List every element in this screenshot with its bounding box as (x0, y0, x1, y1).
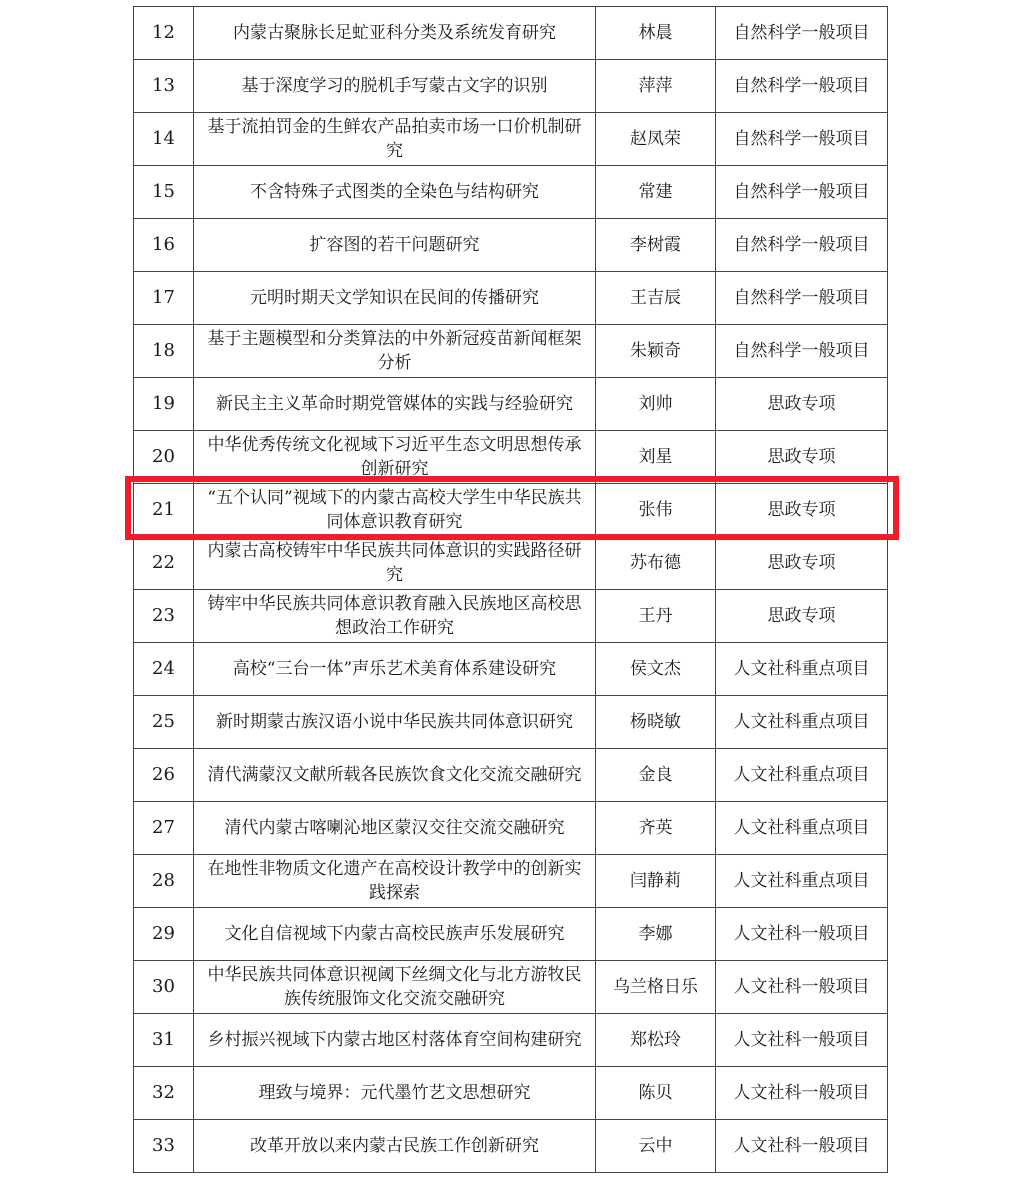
row-number: 24 (134, 643, 194, 696)
project-type: 人文社科重点项目 (716, 643, 888, 696)
project-title: 基于深度学习的脱机手写蒙古文字的识别 (194, 60, 596, 113)
table-row (134, 643, 888, 696)
project-type: 人文社科一般项目 (716, 1120, 888, 1173)
project-type: 自然科学一般项目 (716, 219, 888, 272)
row-number: 14 (134, 113, 194, 166)
applicant-name: 赵凤荣 (596, 113, 716, 166)
project-title: 清代满蒙汉文献所载各民族饮食文化交流交融研究 (194, 749, 596, 802)
applicant-name: 苏布德 (596, 537, 716, 590)
project-title: 铸牢中华民族共同体意识教育融入民族地区高校思想政治工作研究 (194, 590, 596, 643)
table-row (134, 7, 888, 60)
row-number: 31 (134, 1014, 194, 1067)
project-type: 思政专项 (716, 484, 888, 537)
project-title: 理致与境界：元代墨竹艺文思想研究 (194, 1067, 596, 1120)
applicant-name: 朱颖奇 (596, 325, 716, 378)
table-row (134, 1120, 888, 1173)
project-type: 自然科学一般项目 (716, 113, 888, 166)
project-title: 内蒙古高校铸牢中华民族共同体意识的实践路径研究 (194, 537, 596, 590)
table-row (134, 855, 888, 908)
project-table-body (134, 7, 888, 1173)
table-row (134, 1067, 888, 1120)
applicant-name: 林晨 (596, 7, 716, 60)
table-row (134, 484, 888, 537)
applicant-name: 刘星 (596, 431, 716, 484)
applicant-name: 云中 (596, 1120, 716, 1173)
project-title: 乡村振兴视域下内蒙古地区村落体育空间构建研究 (194, 1014, 596, 1067)
applicant-name: 萍萍 (596, 60, 716, 113)
table-row (134, 537, 888, 590)
project-title: 基于流拍罚金的生鲜农产品拍卖市场一口价机制研究 (194, 113, 596, 166)
row-number: 26 (134, 749, 194, 802)
row-number: 20 (134, 431, 194, 484)
table-row (134, 802, 888, 855)
project-type: 人文社科一般项目 (716, 1067, 888, 1120)
project-type: 人文社科重点项目 (716, 802, 888, 855)
table-row (134, 696, 888, 749)
table-row (134, 272, 888, 325)
project-title: 清代内蒙古喀喇沁地区蒙汉交往交流交融研究 (194, 802, 596, 855)
applicant-name: 齐英 (596, 802, 716, 855)
row-number: 17 (134, 272, 194, 325)
row-number: 21 (134, 484, 194, 537)
table-row (134, 378, 888, 431)
table-row (134, 1014, 888, 1067)
applicant-name: 王丹 (596, 590, 716, 643)
table-row (134, 908, 888, 961)
project-type: 自然科学一般项目 (716, 7, 888, 60)
project-title: “五个认同”视域下的内蒙古高校大学生中华民族共同体意识教育研究 (194, 484, 596, 537)
project-type: 自然科学一般项目 (716, 325, 888, 378)
applicant-name: 杨晓敏 (596, 696, 716, 749)
applicant-name: 陈贝 (596, 1067, 716, 1120)
applicant-name: 郑松玲 (596, 1014, 716, 1067)
applicant-name: 王吉辰 (596, 272, 716, 325)
applicant-name: 李树霞 (596, 219, 716, 272)
table-row (134, 325, 888, 378)
table-row (134, 166, 888, 219)
project-type: 人文社科一般项目 (716, 1014, 888, 1067)
table-row (134, 113, 888, 166)
applicant-name: 李娜 (596, 908, 716, 961)
project-type: 自然科学一般项目 (716, 60, 888, 113)
row-number: 29 (134, 908, 194, 961)
project-title: 高校“三台一体”声乐艺术美育体系建设研究 (194, 643, 596, 696)
project-type: 人文社科重点项目 (716, 749, 888, 802)
applicant-name: 侯文杰 (596, 643, 716, 696)
row-number: 32 (134, 1067, 194, 1120)
project-title: 元明时期天文学知识在民间的传播研究 (194, 272, 596, 325)
project-title: 改革开放以来内蒙古民族工作创新研究 (194, 1120, 596, 1173)
row-number: 16 (134, 219, 194, 272)
project-type: 人文社科重点项目 (716, 855, 888, 908)
row-number: 27 (134, 802, 194, 855)
project-type: 自然科学一般项目 (716, 272, 888, 325)
project-title: 中华民族共同体意识视阈下丝绸文化与北方游牧民族传统服饰文化交流交融研究 (194, 961, 596, 1014)
row-number: 18 (134, 325, 194, 378)
applicant-name: 闫静莉 (596, 855, 716, 908)
applicant-name: 乌兰格日乐 (596, 961, 716, 1014)
table-row (134, 60, 888, 113)
applicant-name: 张伟 (596, 484, 716, 537)
project-table (133, 6, 888, 1173)
project-title: 文化自信视域下内蒙古高校民族声乐发展研究 (194, 908, 596, 961)
project-type: 思政专项 (716, 537, 888, 590)
project-title: 不含特殊子式图类的全染色与结构研究 (194, 166, 596, 219)
table-row (134, 590, 888, 643)
project-type: 思政专项 (716, 590, 888, 643)
project-title: 基于主题模型和分类算法的中外新冠疫苗新闻框架分析 (194, 325, 596, 378)
row-number: 23 (134, 590, 194, 643)
project-title: 新民主主义革命时期党管媒体的实践与经验研究 (194, 378, 596, 431)
row-number: 22 (134, 537, 194, 590)
document-page (133, 6, 887, 1173)
row-number: 25 (134, 696, 194, 749)
project-title: 中华优秀传统文化视域下习近平生态文明思想传承创新研究 (194, 431, 596, 484)
project-type: 人文社科重点项目 (716, 696, 888, 749)
applicant-name: 刘帅 (596, 378, 716, 431)
row-number: 19 (134, 378, 194, 431)
project-title: 新时期蒙古族汉语小说中华民族共同体意识研究 (194, 696, 596, 749)
project-type: 人文社科一般项目 (716, 908, 888, 961)
project-type: 人文社科一般项目 (716, 961, 888, 1014)
row-number: 15 (134, 166, 194, 219)
row-number: 30 (134, 961, 194, 1014)
table-row (134, 749, 888, 802)
project-type: 思政专项 (716, 378, 888, 431)
project-title: 扩容图的若干问题研究 (194, 219, 596, 272)
project-type: 思政专项 (716, 431, 888, 484)
row-number: 13 (134, 60, 194, 113)
applicant-name: 金良 (596, 749, 716, 802)
project-title: 在地性非物质文化遗产在高校设计教学中的创新实践探索 (194, 855, 596, 908)
project-type: 自然科学一般项目 (716, 166, 888, 219)
table-row (134, 961, 888, 1014)
table-row (134, 431, 888, 484)
row-number: 33 (134, 1120, 194, 1173)
project-title: 内蒙古聚脉长足虻亚科分类及系统发育研究 (194, 7, 596, 60)
row-number: 28 (134, 855, 194, 908)
applicant-name: 常建 (596, 166, 716, 219)
row-number: 12 (134, 7, 194, 60)
table-row (134, 219, 888, 272)
